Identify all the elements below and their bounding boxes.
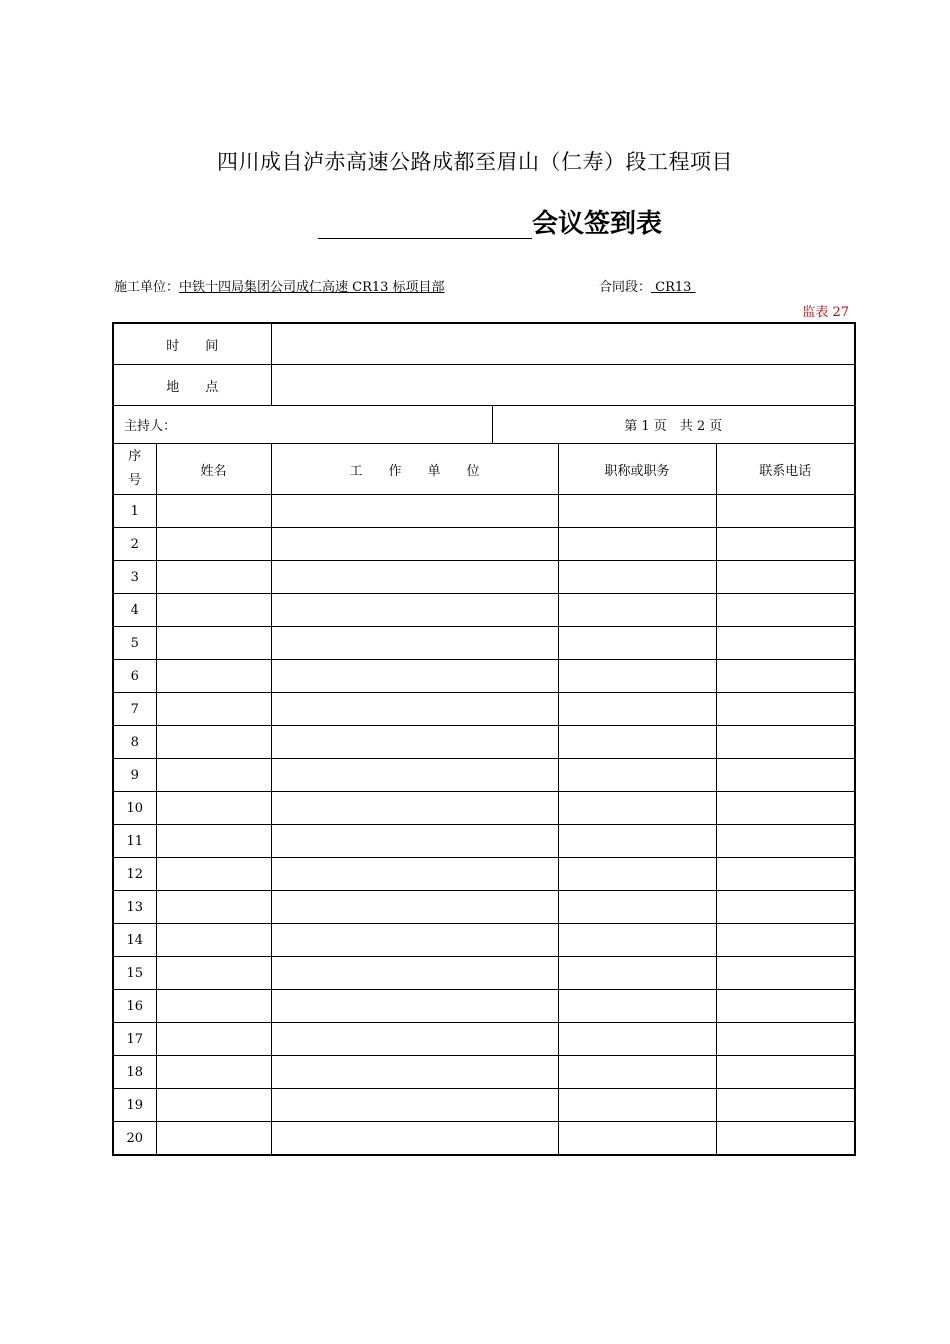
unit-cell[interactable] xyxy=(271,660,558,693)
name-cell[interactable] xyxy=(156,1089,271,1122)
row-number: 19 xyxy=(113,1089,156,1122)
unit-header: 工 作 单 位 xyxy=(271,444,558,495)
unit-cell[interactable] xyxy=(271,759,558,792)
row-number: 8 xyxy=(113,726,156,759)
row-number: 6 xyxy=(113,660,156,693)
title-cell[interactable] xyxy=(558,693,716,726)
table-row xyxy=(113,957,855,990)
name-cell[interactable] xyxy=(156,792,271,825)
table-row xyxy=(113,1122,855,1156)
title-cell[interactable] xyxy=(558,561,716,594)
phone-cell[interactable] xyxy=(716,561,855,594)
title-cell[interactable] xyxy=(558,891,716,924)
unit-cell[interactable] xyxy=(271,1122,558,1156)
unit-cell[interactable] xyxy=(271,924,558,957)
phone-cell[interactable] xyxy=(716,495,855,528)
table-row xyxy=(113,495,855,528)
place-field[interactable] xyxy=(271,365,855,406)
row-number: 16 xyxy=(113,990,156,1023)
phone-cell[interactable] xyxy=(716,825,855,858)
phone-cell[interactable] xyxy=(716,594,855,627)
sign-in-table xyxy=(112,322,856,1156)
title-header: 职称或职务 xyxy=(558,444,716,495)
name-cell[interactable] xyxy=(156,759,271,792)
title-cell[interactable] xyxy=(558,1122,716,1156)
table-row xyxy=(113,924,855,957)
row-number: 15 xyxy=(113,957,156,990)
name-cell[interactable] xyxy=(156,627,271,660)
row-number: 20 xyxy=(113,1122,156,1156)
unit-cell[interactable] xyxy=(271,594,558,627)
phone-cell[interactable] xyxy=(716,660,855,693)
phone-cell[interactable] xyxy=(716,858,855,891)
name-cell[interactable] xyxy=(156,495,271,528)
place-label: 地 点 xyxy=(113,365,271,406)
project-title: 四川成自泸赤高速公路成都至眉山（仁寿）段工程项目 xyxy=(217,150,733,174)
name-cell[interactable] xyxy=(156,825,271,858)
column-header-row xyxy=(113,444,855,495)
table-row xyxy=(113,660,855,693)
construction-unit xyxy=(114,276,445,295)
table-row xyxy=(113,1023,855,1056)
title-cell[interactable] xyxy=(558,792,716,825)
meeting-name-blank[interactable] xyxy=(318,210,532,239)
form-title xyxy=(318,203,662,239)
title-cell[interactable] xyxy=(558,825,716,858)
name-cell[interactable] xyxy=(156,660,271,693)
table-row xyxy=(113,792,855,825)
row-number: 1 xyxy=(113,495,156,528)
row-number: 4 xyxy=(113,594,156,627)
unit-cell[interactable] xyxy=(271,858,558,891)
title-cell[interactable] xyxy=(558,1023,716,1056)
construction-unit-label: 施工单位： xyxy=(114,280,180,295)
unit-cell[interactable] xyxy=(271,693,558,726)
name-cell[interactable] xyxy=(156,594,271,627)
contract-section xyxy=(599,276,696,295)
name-cell[interactable] xyxy=(156,858,271,891)
title-cell[interactable] xyxy=(558,1056,716,1089)
title-cell[interactable] xyxy=(558,924,716,957)
row-number: 5 xyxy=(113,627,156,660)
row-number: 9 xyxy=(113,759,156,792)
title-cell[interactable] xyxy=(558,660,716,693)
form-title-text: 会议签到表 xyxy=(532,209,663,239)
table-row xyxy=(113,990,855,1023)
unit-cell[interactable] xyxy=(271,726,558,759)
name-cell[interactable] xyxy=(156,957,271,990)
row-number: 7 xyxy=(113,693,156,726)
phone-cell[interactable] xyxy=(716,1089,855,1122)
time-row xyxy=(113,323,855,365)
table-row xyxy=(113,1089,855,1122)
phone-cell[interactable] xyxy=(716,792,855,825)
phone-cell[interactable] xyxy=(716,759,855,792)
time-label: 时 间 xyxy=(113,323,271,365)
unit-cell[interactable] xyxy=(271,825,558,858)
contract-section-value: CR13 xyxy=(655,280,692,295)
unit-cell[interactable] xyxy=(271,1023,558,1056)
unit-cell[interactable] xyxy=(271,990,558,1023)
place-row xyxy=(113,365,855,406)
phone-cell[interactable] xyxy=(716,693,855,726)
unit-cell[interactable] xyxy=(271,891,558,924)
row-number: 3 xyxy=(113,561,156,594)
host-label: 主持人： xyxy=(124,419,177,434)
construction-unit-value: 中铁十四局集团公司成仁高速 CR13 标项目部 xyxy=(179,280,445,295)
row-number: 14 xyxy=(113,924,156,957)
phone-cell[interactable] xyxy=(716,990,855,1023)
title-cell[interactable] xyxy=(558,594,716,627)
name-cell[interactable] xyxy=(156,990,271,1023)
table-row xyxy=(113,528,855,561)
name-cell[interactable] xyxy=(156,1023,271,1056)
phone-cell[interactable] xyxy=(716,957,855,990)
table-row xyxy=(113,561,855,594)
unit-cell[interactable] xyxy=(271,561,558,594)
phone-cell[interactable] xyxy=(716,1023,855,1056)
title-cell[interactable] xyxy=(558,759,716,792)
row-number: 2 xyxy=(113,528,156,561)
title-cell[interactable] xyxy=(558,990,716,1023)
name-cell[interactable] xyxy=(156,693,271,726)
row-number: 13 xyxy=(113,891,156,924)
form-code: 监表 27 xyxy=(802,305,849,320)
title-cell[interactable] xyxy=(558,858,716,891)
time-field[interactable] xyxy=(271,323,855,365)
name-cell[interactable] xyxy=(156,924,271,957)
name-cell[interactable] xyxy=(156,528,271,561)
title-cell[interactable] xyxy=(558,627,716,660)
unit-cell[interactable] xyxy=(271,792,558,825)
row-number: 12 xyxy=(113,858,156,891)
title-cell[interactable] xyxy=(558,495,716,528)
table-row xyxy=(113,693,855,726)
name-cell[interactable] xyxy=(156,726,271,759)
row-number: 10 xyxy=(113,792,156,825)
title-cell[interactable] xyxy=(558,726,716,759)
phone-cell[interactable] xyxy=(716,627,855,660)
unit-cell[interactable] xyxy=(271,528,558,561)
table-row xyxy=(113,627,855,660)
phone-header: 联系电话 xyxy=(716,444,855,495)
unit-cell[interactable] xyxy=(271,1089,558,1122)
title-cell[interactable] xyxy=(558,1089,716,1122)
name-header: 姓名 xyxy=(156,444,271,495)
row-number: 17 xyxy=(113,1023,156,1056)
phone-cell[interactable] xyxy=(716,1122,855,1156)
name-cell[interactable] xyxy=(156,561,271,594)
name-cell[interactable] xyxy=(156,1056,271,1089)
table-row xyxy=(113,858,855,891)
phone-cell[interactable] xyxy=(716,924,855,957)
host-field[interactable] xyxy=(113,406,492,444)
seq-header: 序 号 xyxy=(113,444,156,495)
table-row xyxy=(113,891,855,924)
title-cell[interactable] xyxy=(558,528,716,561)
table-row xyxy=(113,759,855,792)
host-row xyxy=(113,406,855,444)
unit-cell[interactable] xyxy=(271,957,558,990)
table-row xyxy=(113,825,855,858)
unit-cell[interactable] xyxy=(271,1056,558,1089)
table-row xyxy=(113,1056,855,1089)
contract-section-label: 合同段： xyxy=(599,280,652,295)
unit-cell[interactable] xyxy=(271,627,558,660)
phone-cell[interactable] xyxy=(716,528,855,561)
name-cell[interactable] xyxy=(156,1122,271,1156)
phone-cell[interactable] xyxy=(716,726,855,759)
row-number: 11 xyxy=(113,825,156,858)
page-info: 第 1 页 共 2 页 xyxy=(492,406,855,444)
table-row xyxy=(113,594,855,627)
name-cell[interactable] xyxy=(156,891,271,924)
unit-cell[interactable] xyxy=(271,495,558,528)
row-number: 18 xyxy=(113,1056,156,1089)
phone-cell[interactable] xyxy=(716,891,855,924)
phone-cell[interactable] xyxy=(716,1056,855,1089)
table-row xyxy=(113,726,855,759)
title-cell[interactable] xyxy=(558,957,716,990)
